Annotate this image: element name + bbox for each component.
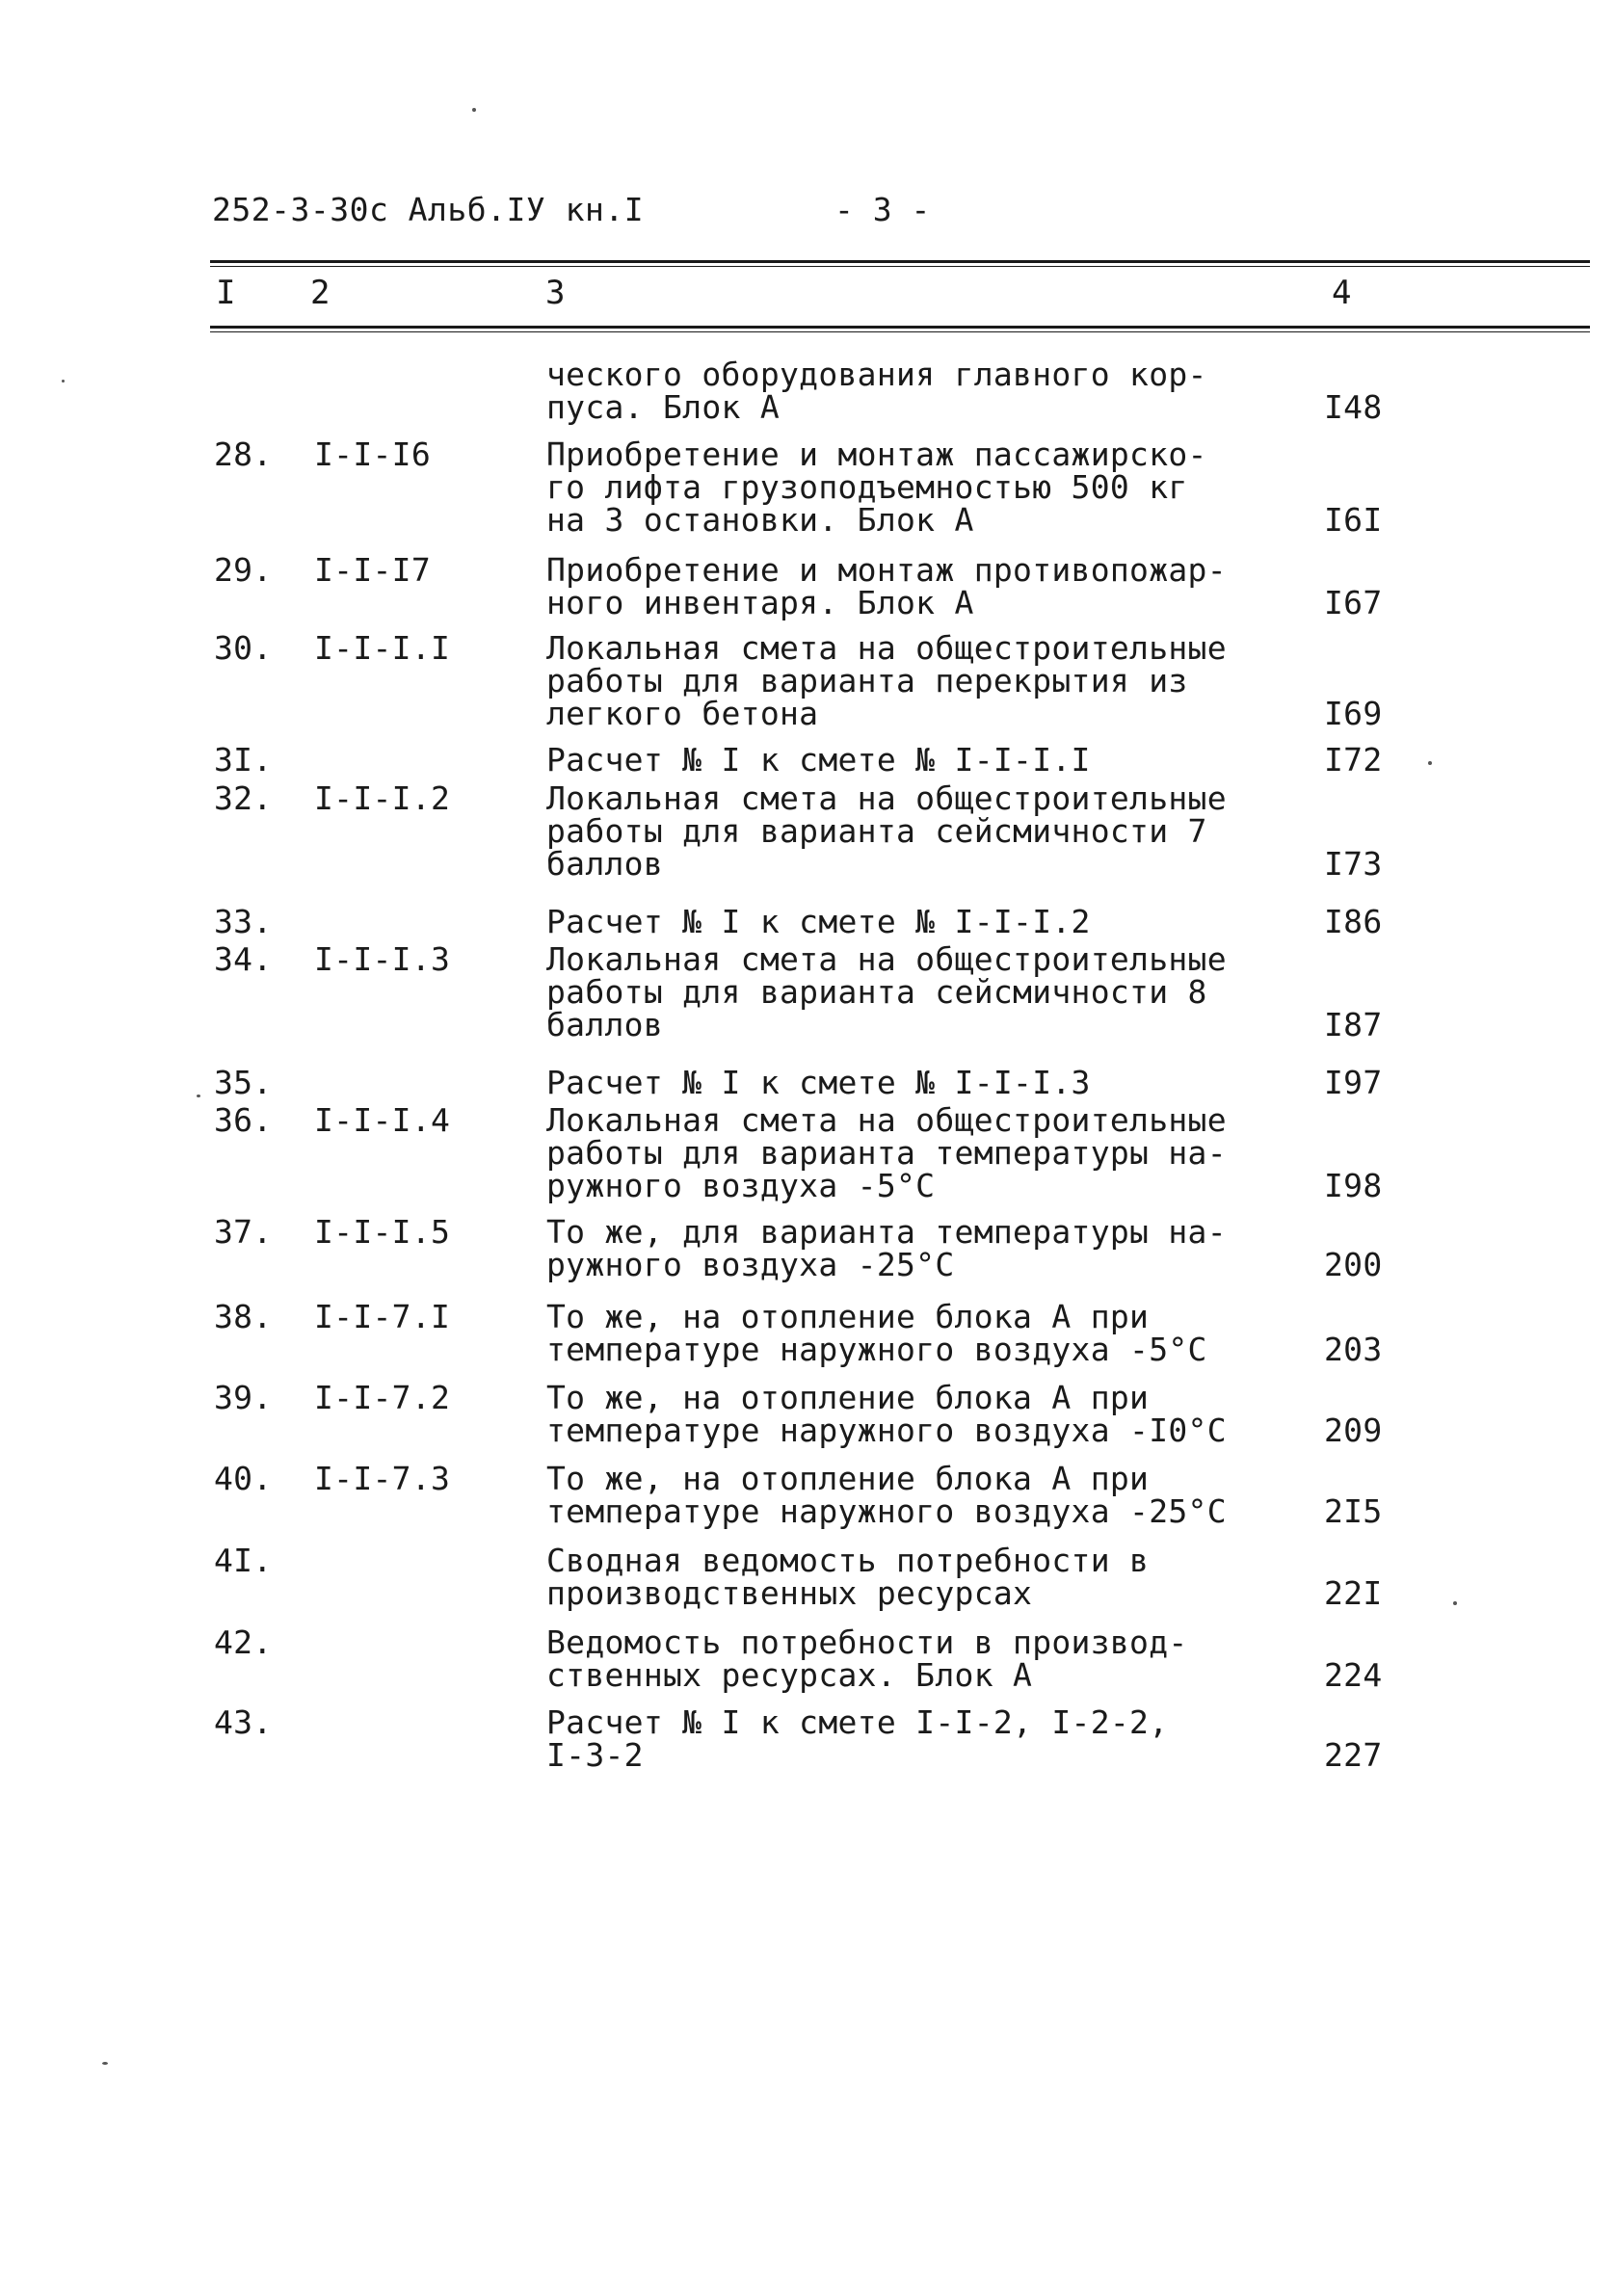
header-bottom-rule [210,326,1590,329]
estimate-code: I-I-I.3 [314,940,451,978]
description-line: работы для варианта сейсмичности 8 [546,973,1207,1011]
estimate-code: I-I-7.2 [314,1379,451,1416]
page-number: - 3 - [834,191,931,228]
description-line: ческого оборудования главного кор- [546,356,1207,393]
row-description [546,940,1240,1043]
page-reference: 203 [1324,1331,1383,1368]
row-description [546,1298,1240,1368]
row-number: 38. [214,1298,273,1335]
description-line: ружного воздуха -5°С [546,1167,936,1204]
row-description [546,358,1240,424]
row-description [546,551,1240,621]
estimate-code: I-I-7.3 [314,1460,451,1497]
estimate-code: I-I-I6 [314,435,432,473]
description-line: То же, для варианта температуры на- [546,1213,1227,1251]
row-description [546,629,1240,732]
row-description [546,1064,1240,1101]
document-reference: 252-3-30с Альб.IУ кн.I [212,191,645,228]
row-description [546,1703,1240,1774]
column-header-2: 2 [310,274,331,312]
row-description [546,741,1240,779]
page-reference: I48 [1324,388,1383,426]
row-number: 28. [214,435,273,473]
row-description [546,1460,1240,1530]
description-line: Локальная смета на общестроительные [546,1101,1227,1139]
description-line: ственных ресурсах. Блок А [546,1656,1033,1694]
column-header-1: I [216,274,236,312]
row-number: 37. [214,1213,273,1251]
scan-speck [102,2062,108,2065]
description-line: работы для варианта перекрытия из [546,662,1188,699]
description-line: Приобретение и монтаж противопожар- [546,551,1227,589]
scan-speck [197,1095,200,1097]
header-bottom-rule-thin [210,331,1590,332]
description-line: на 3 остановки. Блок А [546,501,974,539]
description-line: Локальная смета на общестроительные [546,629,1227,667]
row-number: 40. [214,1460,273,1497]
row-description [546,1379,1240,1449]
row-number: 34. [214,940,273,978]
description-line: легкого бетона [546,695,819,732]
page-reference: 224 [1324,1656,1383,1694]
row-number: 29. [214,551,273,589]
row-description [546,1213,1240,1283]
page-reference: 2I5 [1324,1492,1383,1530]
scan-speck [1428,761,1432,765]
row-description [546,779,1240,883]
description-line: Расчет № I к смете № I-I-I.I [546,741,1091,779]
page-reference: I86 [1324,903,1383,940]
row-number: 33. [214,903,273,940]
row-description [546,1101,1240,1204]
scan-speck [62,380,65,383]
estimate-code: I-I-I.5 [314,1213,451,1251]
page-reference: I98 [1324,1167,1383,1204]
description-line: То же, на отопление блока А при [546,1298,1150,1335]
description-line: Локальная смета на общестроительные [546,779,1227,817]
estimate-code: I-I-I.I [314,629,451,667]
description-line: Расчет № I к смете № I-I-I.3 [546,1064,1091,1101]
description-line: Расчет № I к смете № I-I-I.2 [546,903,1091,940]
description-line: пуса. Блок А [546,388,781,426]
description-line: I-3-2 [546,1736,644,1774]
scan-speck [472,108,476,112]
page-reference: 22I [1324,1574,1383,1612]
page-reference: I72 [1324,741,1383,779]
page-reference: I73 [1324,845,1383,883]
row-description [546,1623,1240,1694]
description-line: Приобретение и монтаж пассажирско- [546,435,1207,473]
description-line: ного инвентаря. Блок А [546,584,974,621]
row-number: 32. [214,779,273,817]
page-reference: 209 [1324,1412,1383,1449]
description-line: Локальная смета на общестроительные [546,940,1227,978]
estimate-code: I-I-7.I [314,1298,451,1335]
description-line: го лифта грузоподъемностью 500 кг [546,468,1188,506]
row-number: 35. [214,1064,273,1101]
table-top-rule-thin [210,266,1590,267]
table-top-rule [210,260,1590,263]
description-line: Расчет № I к смете I-I-2, I-2-2, [546,1703,1169,1741]
row-description [546,435,1240,539]
estimate-code: I-I-I7 [314,551,432,589]
row-number: 42. [214,1623,273,1661]
description-line: То же, на отопление блока А при [546,1460,1150,1497]
description-line: работы для варианта сейсмичности 7 [546,812,1207,850]
row-number: 39. [214,1379,273,1416]
page-reference: I69 [1324,695,1383,732]
page-reference: I87 [1324,1006,1383,1043]
column-header-3: 3 [545,274,566,312]
description-line: производственных ресурсах [546,1574,1033,1612]
page-reference: I97 [1324,1064,1383,1101]
page-reference: I6I [1324,501,1383,539]
description-line: работы для варианта температуры на- [546,1134,1227,1172]
row-number: 36. [214,1101,273,1139]
row-number: 30. [214,629,273,667]
estimate-code: I-I-I.2 [314,779,451,817]
column-header-4: 4 [1332,274,1352,312]
description-line: То же, на отопление блока А при [546,1379,1150,1416]
scan-speck [1453,1601,1457,1605]
description-line: Ведомость потребности в производ- [546,1623,1188,1661]
description-line: температуре наружного воздуха -I0°С [546,1412,1227,1449]
description-line: баллов [546,845,664,883]
description-line: Сводная ведомость потребности в [546,1542,1150,1579]
row-description [546,903,1240,940]
description-line: баллов [546,1006,664,1043]
row-number: 3I. [214,741,273,779]
row-description [546,1544,1240,1610]
page-reference: I67 [1324,584,1383,621]
row-number: 43. [214,1703,273,1741]
description-line: температуре наружного воздуха -25°С [546,1492,1227,1530]
page-reference: 200 [1324,1246,1383,1283]
row-number: 4I. [214,1542,273,1579]
page-reference: 227 [1324,1736,1383,1774]
estimate-code: I-I-I.4 [314,1101,451,1139]
description-line: температуре наружного воздуха -5°С [546,1331,1207,1368]
description-line: ружного воздуха -25°С [546,1246,955,1283]
